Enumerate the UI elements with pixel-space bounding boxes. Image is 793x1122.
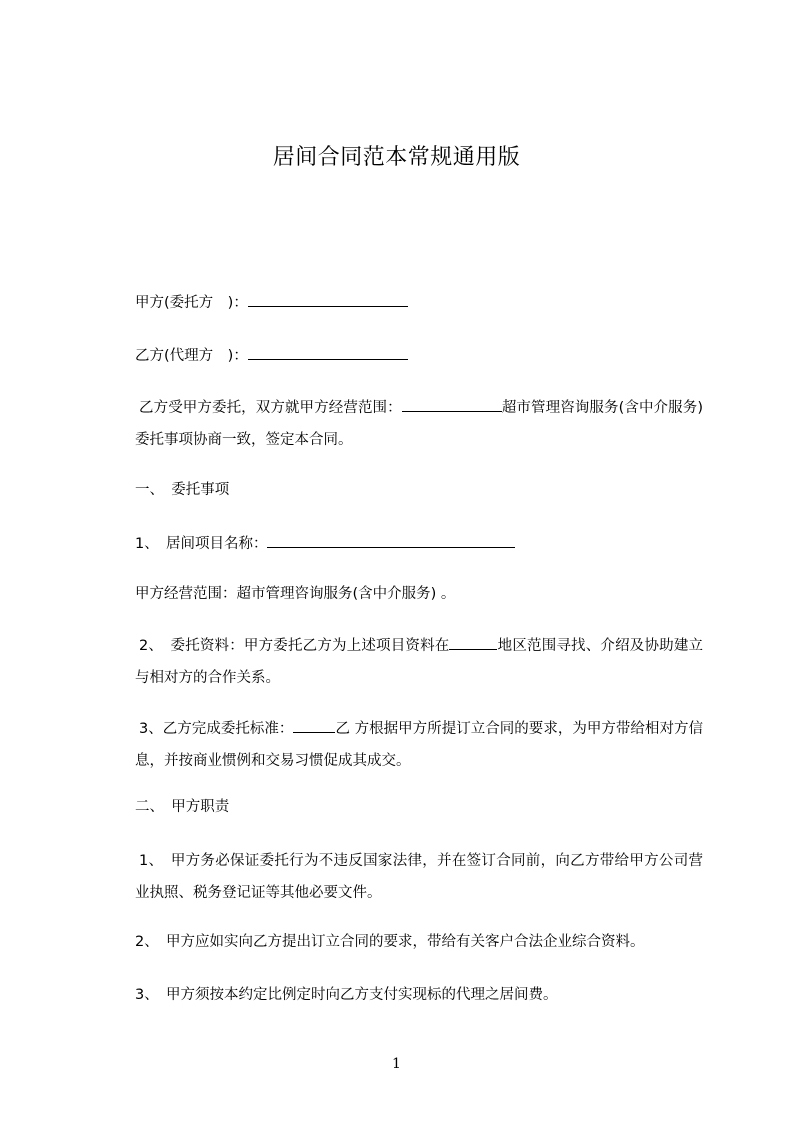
party-b-line — [135, 345, 408, 365]
business-scope-line: 甲方经营范围：超市管理咨询服务(含中介服务) 。 — [135, 586, 456, 602]
item1-line — [135, 533, 515, 553]
document-title: 居间合同范本常规通用版 — [272, 145, 521, 170]
intro-text-1: 乙方受甲方委托，双方就甲方经营范围： — [139, 400, 402, 416]
item3-paragraph — [135, 713, 703, 777]
item2-blank — [449, 635, 497, 650]
intro-blank — [402, 397, 502, 412]
party-a-line — [135, 292, 408, 312]
item2-text-1: 2、 委托资料：甲方委托乙方为上述项目资料在 — [139, 638, 450, 654]
item3-text-2: 乙 方根据甲方所提订立合同的要求，为甲方带给相对方信息，并按商业惯例和交易习惯促成其成交。 — [135, 721, 703, 769]
duty1-paragraph: 1、 甲方务必保证委托行为不违反国家法律，并在签订合同前，向乙方带给甲方公司营业执照、税务登记证等其他必要文件。 — [135, 853, 703, 901]
page-number: 1 — [392, 1056, 401, 1072]
item1-label: 1、 居间项目名称： — [135, 536, 268, 552]
party-b-blank — [248, 345, 408, 360]
party-b-label: 乙方(代理方 )： — [135, 348, 248, 364]
duty2-line: 2、 甲方应如实向乙方提出订立合同的要求，带给有关客户合法企业综合资料。 — [135, 934, 645, 950]
party-a-blank — [248, 292, 408, 307]
item3-blank — [293, 718, 335, 733]
item3-text-1: 3、乙方完成委托标准： — [139, 721, 294, 737]
duty3-line: 3、 甲方须按本约定比例定时向乙方支付实现标的代理之居间费。 — [135, 987, 558, 1003]
intro-paragraph — [135, 392, 703, 456]
item2-paragraph — [135, 630, 703, 694]
section1-heading: 一、 委托事项 — [135, 482, 230, 498]
item1-blank — [267, 533, 515, 548]
section2-heading: 二、 甲方职责 — [135, 799, 230, 815]
intro-text-2: 超市管理咨询服务(含中介服务) 委托事项协商一致，签定本合同。 — [135, 400, 703, 448]
item2-text-2: 地区范围寻找、介绍及协助建立与相对方的合作关系。 — [135, 638, 704, 686]
party-a-label: 甲方(委托方 )： — [135, 295, 248, 311]
